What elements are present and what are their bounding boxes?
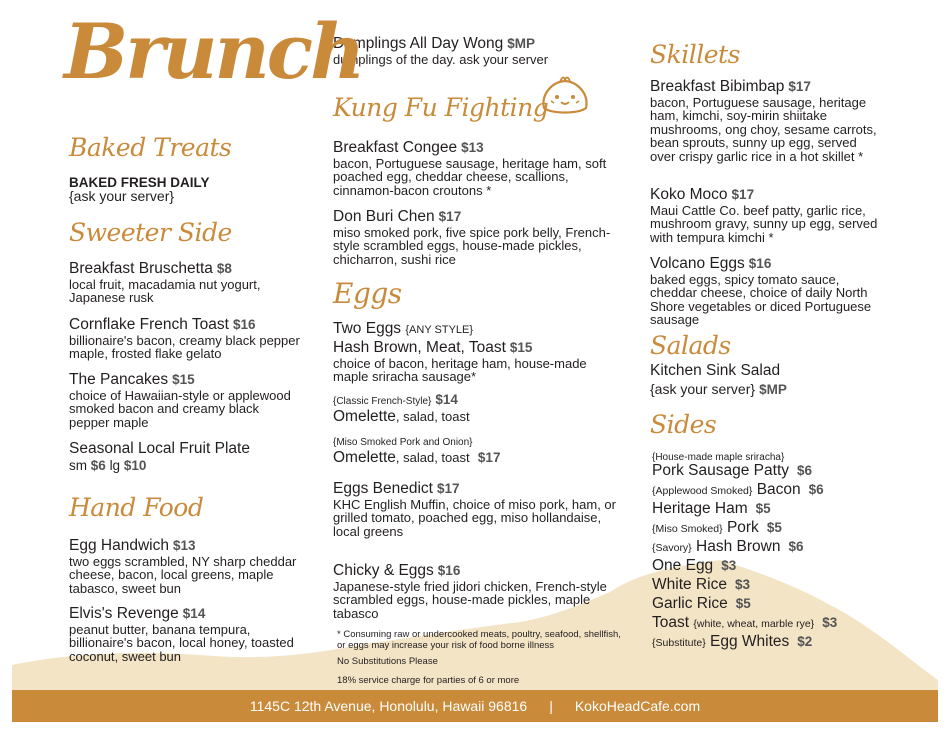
menu-item bbox=[69, 260, 319, 305]
menu-item bbox=[333, 480, 618, 538]
menu-item bbox=[650, 362, 890, 399]
service-charge-note: 18% service charge for parties of 6 or more bbox=[337, 675, 520, 686]
item-description: dumplings of the day. ask your server bbox=[333, 52, 549, 67]
footer-address: 1145C 12th Avenue, Honolulu, Hawaii 96816 bbox=[249, 698, 528, 714]
section-heading-sides: Sides bbox=[650, 410, 717, 439]
side-name: Garlic Rice bbox=[652, 595, 728, 612]
item-price: $13 bbox=[461, 140, 484, 155]
item-description: bacon, Portuguese sausage, heritage ham, soft poached egg, cheddar cheese, scallions, cinnamon-bacon croutons * bbox=[333, 156, 607, 198]
item-note: {Miso Smoked Pork and Onion} bbox=[333, 437, 473, 448]
item-price: $14 bbox=[435, 392, 458, 407]
side-price: $2 bbox=[797, 634, 813, 649]
side-price: $5 bbox=[755, 501, 771, 516]
item-price: $16 bbox=[748, 256, 772, 271]
side-name: Pork Sausage Patty bbox=[652, 462, 789, 479]
item-name: Omelette bbox=[333, 408, 396, 426]
section-heading-sweeter-side: Sweeter Side bbox=[69, 218, 232, 247]
item-price: $13 bbox=[172, 538, 196, 553]
side-name: White Rice bbox=[652, 576, 727, 593]
side-item bbox=[652, 595, 751, 613]
side-item bbox=[652, 462, 812, 480]
price-sm: $6 bbox=[90, 458, 106, 473]
item-price: $14 bbox=[182, 606, 206, 621]
item-name: Breakfast Bruschetta bbox=[69, 260, 213, 277]
side-item bbox=[652, 614, 837, 633]
item-name: Breakfast Congee bbox=[333, 139, 458, 156]
side-price: $5 bbox=[766, 520, 782, 535]
page-title: Brunch bbox=[64, 7, 363, 96]
side-note: {House-made maple sriracha} bbox=[652, 452, 785, 463]
side-item bbox=[652, 519, 782, 538]
dumpling-icon bbox=[538, 72, 592, 118]
side-name: Toast bbox=[652, 614, 690, 631]
section-heading-hand-food: Hand Food bbox=[69, 493, 204, 522]
menu-item bbox=[650, 186, 890, 244]
menu-item bbox=[333, 35, 633, 66]
footer-website-link[interactable]: KokoHeadCafe.com bbox=[574, 698, 701, 714]
side-item bbox=[652, 500, 771, 518]
menu-item bbox=[69, 605, 299, 663]
item-price: $17 bbox=[438, 209, 462, 224]
menu-item bbox=[333, 320, 623, 384]
item-name: Egg Handwich bbox=[69, 537, 169, 554]
item-name: Elvis's Revenge bbox=[69, 605, 179, 622]
section-heading-baked-treats: Baked Treats bbox=[69, 133, 232, 162]
menu-item bbox=[69, 316, 319, 361]
price-lg: $10 bbox=[123, 458, 147, 473]
section-heading-skillets: Skillets bbox=[650, 40, 740, 69]
menu-item bbox=[650, 78, 885, 163]
item-price: $17 bbox=[477, 450, 501, 466]
item-name: Eggs Benedict bbox=[333, 480, 433, 497]
item-name: Cornflake French Toast bbox=[69, 316, 229, 333]
side-name: Hash Brown bbox=[696, 538, 781, 555]
item-name: Breakfast Bibimbap bbox=[650, 78, 785, 95]
item-description: billionaire's bacon, creamy black pepper maple, frosted flake gelato bbox=[69, 333, 300, 362]
item-description: two eggs scrambled, NY sharp cheddar cheese, bacon, local greens, maple tabasco, sweet bun bbox=[69, 554, 297, 596]
item-sides: , salad, toast bbox=[395, 409, 470, 425]
item-name: Don Buri Chen bbox=[333, 208, 435, 225]
item-description: peanut butter, banana tempura, billionaire's bacon, local honey, toasted coconut, sweet bun bbox=[69, 622, 294, 664]
item-note: {ask your server} bbox=[650, 381, 756, 397]
side-name: Heritage Ham bbox=[652, 500, 748, 517]
side-name: Egg Whites bbox=[710, 633, 790, 650]
section-heading-kung-fu-fighting: Kung Fu Fighting bbox=[333, 93, 549, 122]
side-name: Pork bbox=[726, 519, 759, 536]
menu-item bbox=[69, 537, 309, 595]
menu-item bbox=[333, 208, 633, 266]
item-name: Seasonal Local Fruit Plate bbox=[69, 440, 250, 457]
side-price: $3 bbox=[734, 577, 750, 592]
item-name: Kitchen Sink Salad bbox=[650, 362, 781, 379]
item-price: $17 bbox=[731, 187, 755, 202]
baked-ask-server: {ask your server} bbox=[69, 188, 175, 204]
baked-treats-info bbox=[69, 176, 210, 203]
footer-bar bbox=[12, 690, 938, 722]
no-substitutions-note: No Substitutions Please bbox=[337, 656, 438, 667]
side-item bbox=[652, 633, 812, 652]
item-description: bacon, Portuguese sausage, heritage ham, kimchi, soy-mirin shiitake mushrooms, ong choy, sesame carrots, bean sprouts, sunny up egg, served over crispy garlic rice in a hot skillet * bbox=[650, 95, 877, 164]
consumption-warning: * Consuming raw or undercooked meats, poultry, seafood, shellfish, or eggs may increase your risk of food borne illness bbox=[337, 629, 621, 651]
item-description: choice of Hawaiian-style or applewood smoked bacon and creamy black pepper maple bbox=[69, 388, 291, 430]
item-description: KHC English Muffin, choice of miso pork, ham, or grilled tomato, poached egg, miso hollandaise, local greens bbox=[333, 497, 616, 539]
side-note: {white, wheat, marble rye} bbox=[693, 618, 815, 630]
item-price: $MP bbox=[759, 382, 787, 397]
item-name: Two Eggs bbox=[333, 320, 402, 337]
size-lg-label: lg bbox=[109, 458, 121, 473]
item-name: Volcano Eggs bbox=[650, 255, 745, 272]
item-price: $8 bbox=[216, 261, 232, 276]
menu-item bbox=[650, 255, 885, 327]
item-price: $15 bbox=[509, 340, 533, 355]
menu-item bbox=[333, 139, 623, 197]
side-note: {Savory} bbox=[652, 542, 692, 554]
menu-item bbox=[333, 393, 623, 426]
item-price: $16 bbox=[437, 563, 461, 578]
side-price: $6 bbox=[788, 539, 804, 554]
item-style-note: {ANY STYLE} bbox=[405, 324, 474, 336]
item-description: Japanese-style fried jidori chicken, French-style scrambled eggs, house-made pickles, maple tabasco bbox=[333, 579, 607, 621]
side-price: $6 bbox=[808, 482, 824, 497]
item-name-line2: Hash Brown, Meat, Toast bbox=[333, 339, 506, 356]
side-item bbox=[652, 576, 750, 594]
item-name: The Pancakes bbox=[69, 371, 169, 388]
side-name: Bacon bbox=[756, 481, 801, 498]
side-price: $3 bbox=[822, 615, 838, 630]
menu-item bbox=[333, 562, 623, 620]
item-name: Dumplings All Day Wong bbox=[333, 35, 504, 52]
item-description: choice of bacon, heritage ham, house-made maple sriracha sausage* bbox=[333, 356, 587, 385]
footer-separator: | bbox=[549, 698, 553, 714]
menu-item bbox=[69, 440, 319, 474]
section-heading-salads: Salads bbox=[650, 331, 731, 360]
side-price: $3 bbox=[721, 558, 737, 573]
side-item bbox=[652, 557, 736, 575]
item-price: $15 bbox=[172, 372, 195, 387]
item-name: Koko Moco bbox=[650, 186, 728, 203]
side-item bbox=[652, 538, 803, 557]
item-name: Chicky & Eggs bbox=[333, 562, 434, 579]
side-note: {Applewood Smoked} bbox=[652, 485, 753, 497]
item-price: $17 bbox=[436, 481, 460, 496]
section-heading-eggs: Eggs bbox=[333, 277, 402, 310]
item-description: Maui Cattle Co. beef patty, garlic rice, mushroom gravy, sunny up egg, served with tempura kimchi * bbox=[650, 203, 878, 245]
item-description: baked eggs, spicy tomato sauce, cheddar cheese, choice of daily North Shore vegetables or diced Portuguese sausage bbox=[650, 272, 872, 328]
item-price: $MP bbox=[507, 36, 536, 51]
size-sm-label: sm bbox=[69, 458, 87, 473]
side-note: {Substitute} bbox=[652, 637, 706, 649]
side-price: $6 bbox=[797, 463, 813, 478]
item-name: Omelette bbox=[333, 449, 396, 467]
item-note: {Classic French-Style} bbox=[333, 396, 432, 407]
side-note: {Miso Smoked} bbox=[652, 523, 723, 535]
baked-fresh-daily: BAKED FRESH DAILY bbox=[69, 175, 210, 190]
item-price: $17 bbox=[788, 79, 811, 94]
side-name: One Egg bbox=[652, 557, 714, 574]
menu-item bbox=[69, 371, 299, 429]
side-price: $5 bbox=[735, 596, 751, 611]
item-description: miso smoked pork, five spice pork belly, French-style scrambled eggs, house-made pickles, chicharron, sushi rice bbox=[333, 225, 611, 267]
menu-item bbox=[333, 436, 623, 467]
item-sides: , salad, toast bbox=[395, 450, 470, 466]
item-price: $16 bbox=[232, 317, 256, 332]
item-description: local fruit, macadamia nut yogurt, Japanese rusk bbox=[69, 277, 261, 306]
side-item bbox=[652, 481, 824, 500]
